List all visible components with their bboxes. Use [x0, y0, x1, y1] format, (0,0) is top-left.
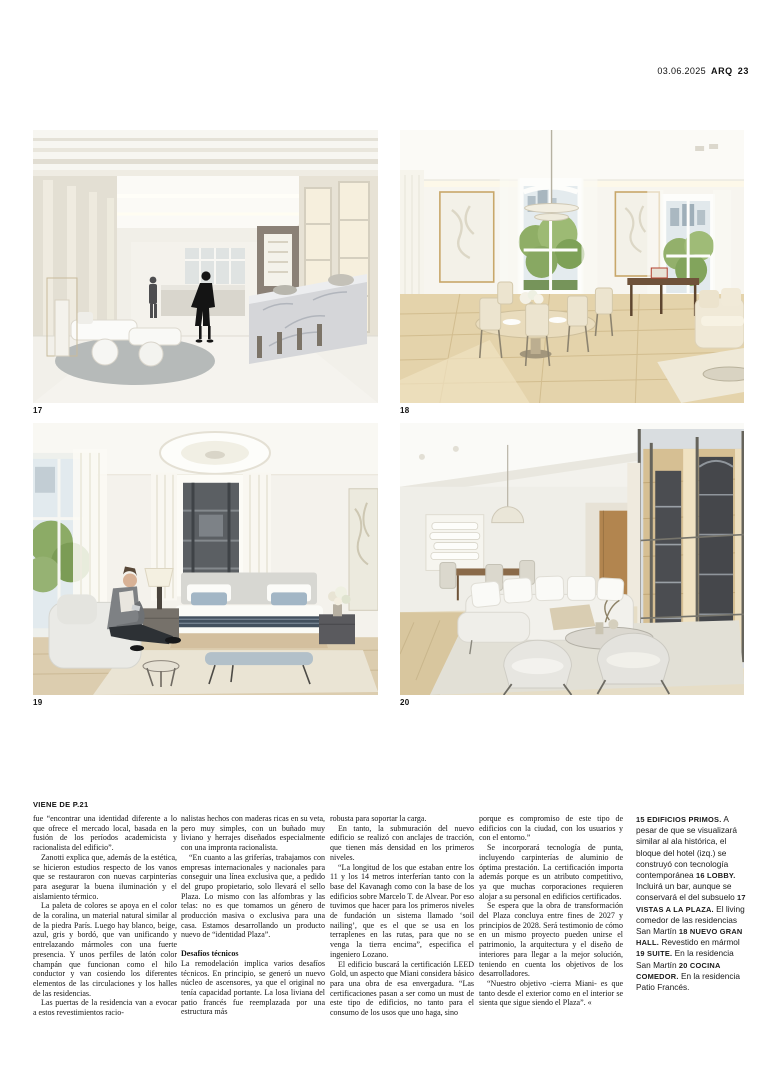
article-subhead: Desafíos técnicos	[181, 949, 239, 959]
figure-19-suite-bedroom	[33, 423, 378, 707]
article-paragraph: Se incorporará tecnología de punta, incluyendo carpinterías de aluminio de óptima prestación. La certificación importa además porque es un atributo competitivo, ya que muchas corporaciones requieren alojar a su personal en edificios certificados.	[479, 843, 623, 901]
article-paragraph: porque es compromiso de este tipo de edificios con la ciudad, con los usuarios y con el entorno.”	[479, 814, 623, 843]
caption-label: 15 EDIFICIOS PRIMOS.	[636, 815, 722, 824]
render-17-lobby-image	[33, 130, 378, 403]
article-paragraph: Zanotti explica que, además de la estética, se hicieron estudios respecto de los vanos que se restauraron con nuevas carpinterías para asegurar la buena iluminación y el aislamiento térmico.	[33, 852, 177, 901]
article-column-2	[181, 814, 325, 1017]
figure-number-19: 19	[33, 698, 43, 707]
caption-text: En la residencia Patio Francés.	[636, 970, 740, 993]
continued-from-label: VIENE DE P.21	[33, 800, 89, 809]
article-paragraph: “La longitud de los que estaban entre los 11 y los 14 metros interferían tanto con la base del Kavanagh como con la base de los edificios sobre Marcelo T. de Alvear. Por eso tuvimos que hacer para los primeros niveles de fundación un sistema llamado ‘soil nailing’, que es el que se usa en los terraplenes en las rutas, para que no se venga la tierra encima”, especifica el ingeniero Lozano.	[330, 862, 474, 959]
article-column-1	[33, 814, 177, 1018]
article-paragraph: El edificio buscará la certificación LEED Gold, un aspecto que Miani considera básico para una obra de esa envergadura. “Las certificaciones pasan a ser como un must de este tipo de edificios, no tanto para el consumo de los usos que uno haga, sino	[330, 959, 474, 1018]
photo-captions	[636, 814, 749, 993]
caption-text: A pesar de que se visualizará similar al ala histórica, el bloque del hotel (izq.) se construyó con tecnología contemporánea	[636, 814, 738, 881]
article-paragraph: Las puertas de la residencia van a evocar a estos revestimientos racio-	[33, 998, 177, 1018]
render-19-bedroom-image	[33, 423, 378, 695]
article-column-3	[330, 814, 474, 1018]
render-20-living-image	[400, 423, 744, 695]
caption-text: Revestido en mármol	[659, 937, 740, 948]
figure-number-18: 18	[400, 406, 410, 415]
caption-label: 16 LOBBY.	[693, 871, 736, 881]
article-paragraph: La paleta de colores se apoya en el color de la coralina, un material natural similar al de la piedra París. Luego hay blanco, beige, azul, gris y bordó, que van unificando y entrelazando mármoles con una fuerte presencia. Y unos perfiles de latón color champán que funcionan como el hilo conductor y van cosiendo los diferentes elementos de las circulaciones y los halles de las residencias.	[33, 901, 177, 998]
page-header	[657, 66, 749, 76]
figure-number-17: 17	[33, 406, 43, 415]
render-18-dining-image	[400, 130, 744, 403]
figure-number-20: 20	[400, 698, 410, 707]
caption-text: Incluirá un bar, aunque se conservará el del subsuelo	[636, 881, 735, 903]
article-paragraph: “Nuestro objetivo -cierra Miani- es que tanto desde el exterior como en el interior se sienta que sigue siendo el Plaza”. «	[479, 978, 623, 1008]
article-column-4	[479, 814, 623, 1008]
article-paragraph: La remodelación implica varios desafíos técnicos. En principio, se generó un nuevo núcleo de ascensores, ya que el original no tenía capacidad portante. La losa liviana del patio francés fue reemplazada por una estructura más	[181, 958, 325, 1017]
header-page-number: 23	[737, 66, 749, 76]
article-paragraph: nalistas hechos con maderas ricas en su veta, pero muy simples, con un buñado muy liviano y herrajes diseñados especialmente con una impronta racionalista.	[181, 814, 325, 853]
photo-captions-text	[636, 814, 749, 993]
caption-text: En la residencia San Martín	[636, 948, 734, 970]
article-paragraph: fue “encontrar una identidad diferente a lo que ofrece el mercado local, basada en la fusión de los períodos academicista y racionalista del edificio”.	[33, 814, 177, 853]
article-paragraph: En tanto, la submuración del nuevo edificio se realizó con anclajes de tracción, que tienen más densidad en los primeros niveles.	[330, 823, 474, 862]
figure-18-dining-room	[400, 130, 744, 415]
figure-20-living-room	[400, 423, 744, 707]
header-date: 03.06.2025	[657, 66, 706, 76]
header-publication: ARQ	[710, 66, 733, 76]
caption-label: 20 COCINA COMEDOR.	[636, 960, 721, 981]
caption-label: 18 NUEVO GRAN HALL.	[636, 927, 743, 948]
caption-label: 17 VISTAS A LA PLAZA.	[636, 893, 746, 914]
article-paragraph: “En cuanto a las griferías, trabajamos con empresas internacionales y nacionales para conseguir una línea exclusiva que, a pedido del grupo propietario, solo llevará el sello Plaza. Lo mismo con las alfombras y las telas: no es que tomamos un género de producción masiva o exclusiva para una casa. Estamos desarrollando un producto nuevo de “identidad Plaza”.	[181, 852, 325, 940]
article-paragraph: Se espera que la obra de transformación del Plaza concluya entre fines de 2027 y principios de 2028. Será testimonio de cómo en un mismo proyecto pueden unirse el patrimonio, la arquitectura y el diseño de interiores para llegar a la mejor solución, teniendo en cuenta los objetivos de los desarrolladores.	[479, 901, 623, 979]
figure-17-lobby	[33, 130, 378, 415]
article-paragraph: robusta para soportar la carga.	[330, 814, 427, 823]
caption-label: 19 SUITE.	[636, 949, 673, 959]
caption-text: El living comedor de las residencias San Martín	[636, 903, 745, 937]
